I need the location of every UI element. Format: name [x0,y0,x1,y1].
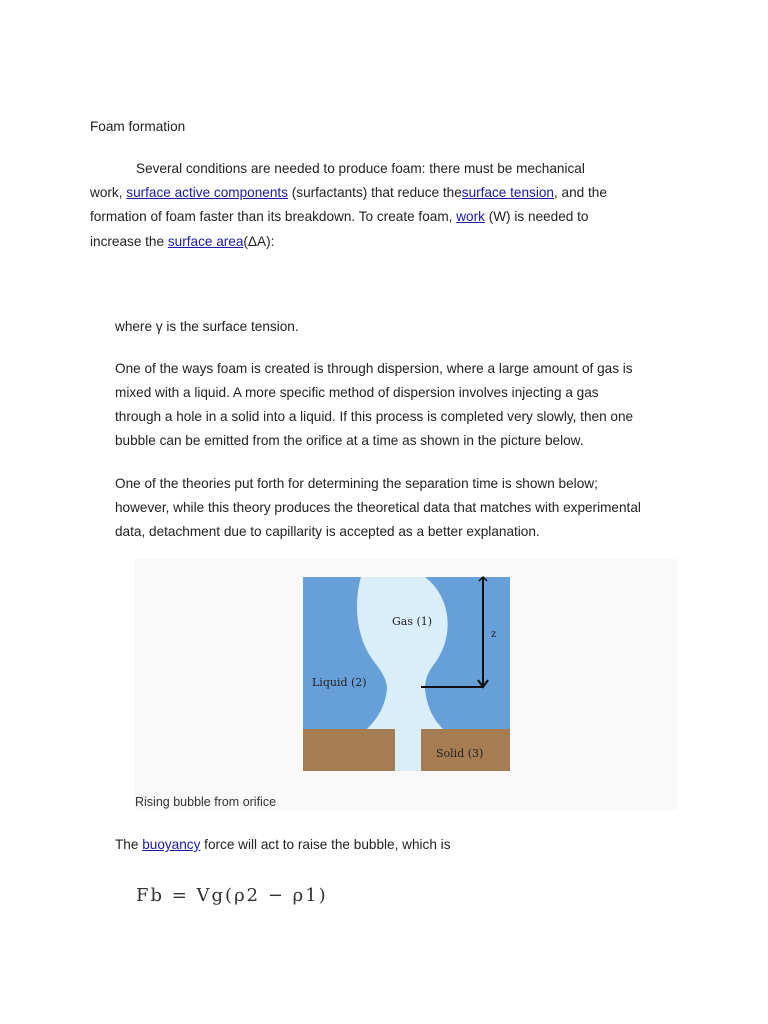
buoyancy-text: force will act to raise the bubble, which is [200,837,451,852]
buoyancy-line [115,833,451,857]
intro-line-2 [90,181,607,205]
intro-line-3 [90,205,588,229]
page-title: Foam formation [90,119,186,134]
surface-active-components-link[interactable]: surface active components [126,185,288,200]
buoyancy-text: The [115,837,143,852]
z-label: z [491,629,497,640]
where-gamma-text: where γ is the surface tension. [115,319,299,334]
intro-text: (W) is needed to [484,209,589,224]
dispersion-line: bubble can be emitted from the orifice at a time as shown in the picture below. [115,433,584,448]
equation-text: Fb = Vg(ρ2 − ρ1) [136,885,328,906]
surface-tension-link[interactable]: surface tension [461,185,554,200]
surface-area-link[interactable]: surface area [167,234,244,249]
theories-line: however, while this theory produces the theoretical data that matches with experimental [115,500,641,515]
theories-line: One of the theories put forth for determining the separation time is shown below; [115,476,598,491]
gas-label: Gas (1) [392,615,433,628]
dispersion-line: through a hole in a solid into a liquid. If this process is completed very slowly, then one [115,409,634,424]
orifice-channel [395,727,421,771]
intro-text: work, [90,185,127,200]
intro-text: formation of foam faster than its breakdown. To create foam, [90,209,457,224]
work-link[interactable]: work [456,209,485,224]
liquid-label: Liquid (2) [312,676,367,689]
intro-line-4 [90,230,274,254]
dispersion-line: mixed with a liquid. A more specific method of dispersion involves injecting a gas [115,385,599,400]
intro-text: (surfactants) that reduce the [287,185,462,200]
intro-text: increase the [90,234,168,249]
solid-left [303,729,395,771]
figure-caption: Rising bubble from orifice [135,795,277,809]
intro-text: (ΔA): [243,234,275,249]
dispersion-line: One of the ways foam is created is through dispersion, where a large amount of gas is [115,361,633,376]
buoyancy-link[interactable]: buoyancy [142,837,201,852]
intro-text: , and the [553,185,607,200]
rising-bubble-diagram [303,577,510,771]
solid-label: Solid (3) [436,747,484,760]
figure-container [135,559,678,810]
buoyancy-equation [136,884,328,906]
intro-line-1: Several conditions are needed to produce foam: there must be mechanical [136,161,585,176]
theories-line: data, detachment due to capillarity is accepted as a better explanation. [115,524,540,539]
